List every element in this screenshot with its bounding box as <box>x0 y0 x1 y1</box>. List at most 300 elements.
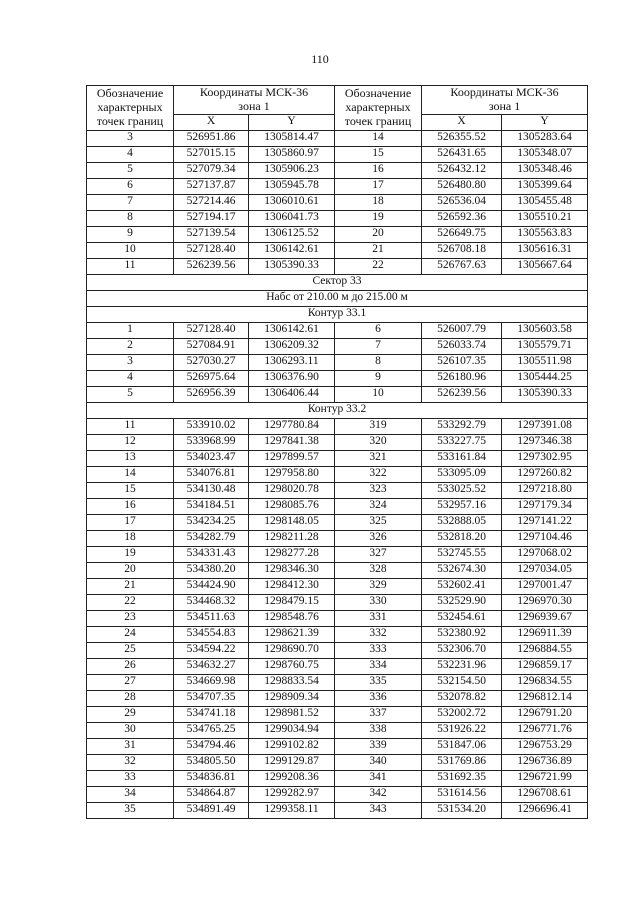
y-coordinate-right: 1296939.67 <box>502 610 588 626</box>
y-coordinate-left: 1298412.30 <box>249 578 335 594</box>
table-row <box>87 754 588 770</box>
point-number-right: 320 <box>335 434 422 450</box>
table-row <box>87 194 588 210</box>
point-number-right: 322 <box>335 466 422 482</box>
x-coordinate-right: 526592.36 <box>422 210 502 226</box>
point-number-left: 5 <box>87 162 174 178</box>
table-row <box>87 434 588 450</box>
y-coordinate-right: 1305616.31 <box>502 242 588 258</box>
x-coordinate-right: 532380.92 <box>422 626 502 642</box>
table-row <box>87 546 588 562</box>
table-row <box>87 146 588 162</box>
point-number-left: 23 <box>87 610 174 626</box>
y-coordinate-right: 1305348.07 <box>502 146 588 162</box>
y-coordinate-right: 1305283.64 <box>502 130 588 146</box>
point-number-right: 321 <box>335 450 422 466</box>
sector-header <box>87 274 588 322</box>
point-number-right: 21 <box>335 242 422 258</box>
y-column-header: Y <box>249 114 335 130</box>
y-column-header: Y <box>502 114 588 130</box>
y-coordinate-left: 1306209.32 <box>249 338 335 354</box>
point-number-right: 22 <box>335 258 422 274</box>
table-row <box>87 786 588 802</box>
y-coordinate-left: 1299208.36 <box>249 770 335 786</box>
point-number-left: 9 <box>87 226 174 242</box>
x-coordinate-right: 532078.82 <box>422 690 502 706</box>
x-coordinate-left: 527194.17 <box>174 210 249 226</box>
point-number-right: 324 <box>335 498 422 514</box>
y-coordinate-right: 1305510.21 <box>502 210 588 226</box>
x-coordinate-right: 526355.52 <box>422 130 502 146</box>
y-coordinate-right: 1296970.30 <box>502 594 588 610</box>
y-coordinate-right: 1305390.33 <box>502 386 588 402</box>
x-coordinate-left: 534805.50 <box>174 754 249 770</box>
y-coordinate-left: 1297841.38 <box>249 434 335 450</box>
block1-body <box>87 130 588 274</box>
y-coordinate-left: 1299282.97 <box>249 786 335 802</box>
x-coordinate-left: 534468.32 <box>174 594 249 610</box>
y-coordinate-left: 1306041.73 <box>249 210 335 226</box>
x-coordinate-left: 534424.90 <box>174 578 249 594</box>
x-coordinate-right: 532154.50 <box>422 674 502 690</box>
x-coordinate-left: 534554.83 <box>174 626 249 642</box>
x-coordinate-right: 532888.05 <box>422 514 502 530</box>
point-number-right: 334 <box>335 658 422 674</box>
point-designation-header-left <box>87 86 174 131</box>
point-label-line: Обозначение <box>96 86 164 101</box>
point-number-left: 32 <box>87 754 174 770</box>
table-row <box>87 338 588 354</box>
table-row <box>87 258 588 274</box>
point-number-right: 331 <box>335 610 422 626</box>
point-number-right: 8 <box>335 354 422 370</box>
y-coordinate-right: 1296791.20 <box>502 706 588 722</box>
x-coordinate-left: 526239.56 <box>174 258 249 274</box>
y-coordinate-right: 1305455.48 <box>502 194 588 210</box>
x-coordinate-left: 534864.87 <box>174 786 249 802</box>
x-coordinate-right: 532529.90 <box>422 594 502 610</box>
x-coordinate-right: 526767.63 <box>422 258 502 274</box>
contour-title: Контур 33.1 <box>87 306 588 322</box>
point-number-right: 343 <box>335 802 422 818</box>
table-row <box>87 210 588 226</box>
point-number-left: 3 <box>87 130 174 146</box>
y-coordinate-right: 1297391.08 <box>502 418 588 434</box>
y-coordinate-left: 1305906.23 <box>249 162 335 178</box>
x-coordinate-right: 532674.30 <box>422 562 502 578</box>
x-coordinate-left: 534836.81 <box>174 770 249 786</box>
coords-zone: зона 1 <box>488 98 521 113</box>
y-coordinate-right: 1297034.05 <box>502 562 588 578</box>
point-number-left: 31 <box>87 738 174 754</box>
x-coordinate-left: 534380.20 <box>174 562 249 578</box>
point-number-right: 15 <box>335 146 422 162</box>
y-coordinate-right: 1305399.64 <box>502 178 588 194</box>
y-coordinate-right: 1305348.46 <box>502 162 588 178</box>
x-coordinate-right: 531926.22 <box>422 722 502 738</box>
table-row <box>87 322 588 338</box>
point-number-left: 7 <box>87 194 174 210</box>
table-row <box>87 466 588 482</box>
y-coordinate-left: 1298211.28 <box>249 530 335 546</box>
x-coordinate-left: 533910.02 <box>174 418 249 434</box>
y-coordinate-left: 1306376.90 <box>249 370 335 386</box>
y-coordinate-right: 1296736.89 <box>502 754 588 770</box>
table-row <box>87 770 588 786</box>
coordinates-header-left <box>174 86 335 115</box>
y-coordinate-right: 1305667.64 <box>502 258 588 274</box>
point-number-right: 340 <box>335 754 422 770</box>
table-row <box>87 610 588 626</box>
point-number-left: 16 <box>87 498 174 514</box>
table-row <box>87 354 588 370</box>
point-number-right: 323 <box>335 482 422 498</box>
point-number-left: 17 <box>87 514 174 530</box>
x-coordinate-left: 534594.22 <box>174 642 249 658</box>
point-number-left: 26 <box>87 658 174 674</box>
x-coordinate-left: 534741.18 <box>174 706 249 722</box>
x-coordinate-right: 526180.96 <box>422 370 502 386</box>
table-row <box>87 626 588 642</box>
x-coordinate-left: 527079.34 <box>174 162 249 178</box>
y-coordinate-left: 1298085.76 <box>249 498 335 514</box>
x-coordinate-left: 534331.43 <box>174 546 249 562</box>
point-number-left: 1 <box>87 322 174 338</box>
point-number-right: 339 <box>335 738 422 754</box>
x-coordinate-left: 527128.40 <box>174 242 249 258</box>
table-row <box>87 578 588 594</box>
y-coordinate-left: 1298346.30 <box>249 562 335 578</box>
sector-subtitle: Набс от 210.00 м до 215.00 м <box>87 290 588 306</box>
table-row <box>87 594 588 610</box>
x-column-header: X <box>422 114 502 130</box>
y-coordinate-left: 1298020.78 <box>249 482 335 498</box>
table-row <box>87 514 588 530</box>
y-coordinate-right: 1297346.38 <box>502 434 588 450</box>
x-coordinate-left: 526975.64 <box>174 370 249 386</box>
point-number-right: 342 <box>335 786 422 802</box>
point-number-left: 4 <box>87 370 174 386</box>
point-number-left: 25 <box>87 642 174 658</box>
y-coordinate-right: 1296812.14 <box>502 690 588 706</box>
x-coordinate-left: 534076.81 <box>174 466 249 482</box>
x-coordinate-right: 533292.79 <box>422 418 502 434</box>
x-coordinate-left: 534023.47 <box>174 450 249 466</box>
y-coordinate-left: 1306142.61 <box>249 242 335 258</box>
table-row <box>87 226 588 242</box>
table-row <box>87 386 588 402</box>
point-number-right: 20 <box>335 226 422 242</box>
point-number-right: 330 <box>335 594 422 610</box>
x-coordinate-right: 526536.04 <box>422 194 502 210</box>
table-row <box>87 674 588 690</box>
y-coordinate-right: 1297218.80 <box>502 482 588 498</box>
x-coordinate-left: 534891.49 <box>174 802 249 818</box>
table-row <box>87 450 588 466</box>
x-coordinate-right: 532306.70 <box>422 642 502 658</box>
y-coordinate-left: 1297780.84 <box>249 418 335 434</box>
point-number-right: 332 <box>335 626 422 642</box>
y-coordinate-right: 1296859.17 <box>502 658 588 674</box>
point-number-left: 14 <box>87 466 174 482</box>
point-number-right: 338 <box>335 722 422 738</box>
x-coordinate-right: 532818.20 <box>422 530 502 546</box>
y-coordinate-right: 1297001.47 <box>502 578 588 594</box>
x-coordinate-left: 527015.15 <box>174 146 249 162</box>
table-row <box>87 690 588 706</box>
table-header <box>87 86 588 131</box>
point-number-left: 19 <box>87 546 174 562</box>
x-coordinate-left: 534511.63 <box>174 610 249 626</box>
y-coordinate-left: 1298909.34 <box>249 690 335 706</box>
y-coordinate-left: 1306142.61 <box>249 322 335 338</box>
point-number-left: 30 <box>87 722 174 738</box>
table-row <box>87 162 588 178</box>
x-coordinate-left: 527214.46 <box>174 194 249 210</box>
x-coordinate-right: 533227.75 <box>422 434 502 450</box>
y-coordinate-left: 1298760.75 <box>249 658 335 674</box>
x-coordinate-right: 526432.12 <box>422 162 502 178</box>
x-coordinate-right: 533095.09 <box>422 466 502 482</box>
table-row <box>87 658 588 674</box>
point-number-left: 4 <box>87 146 174 162</box>
point-number-right: 10 <box>335 386 422 402</box>
y-coordinate-left: 1297899.57 <box>249 450 335 466</box>
y-coordinate-right: 1296708.61 <box>502 786 588 802</box>
x-coordinate-right: 526007.79 <box>422 322 502 338</box>
point-number-left: 6 <box>87 178 174 194</box>
y-coordinate-left: 1299129.87 <box>249 754 335 770</box>
x-coordinate-right: 531692.35 <box>422 770 502 786</box>
y-coordinate-left: 1306406.44 <box>249 386 335 402</box>
point-number-right: 328 <box>335 562 422 578</box>
point-number-left: 22 <box>87 594 174 610</box>
contour2-header <box>87 402 588 418</box>
point-number-left: 35 <box>87 802 174 818</box>
point-number-left: 29 <box>87 706 174 722</box>
x-coordinate-left: 527030.27 <box>174 354 249 370</box>
point-label-line: точек границ <box>96 113 164 128</box>
point-number-right: 17 <box>335 178 422 194</box>
table-row <box>87 130 588 146</box>
point-number-left: 18 <box>87 530 174 546</box>
x-coordinate-left: 534707.35 <box>174 690 249 706</box>
x-coordinate-right: 532957.16 <box>422 498 502 514</box>
x-coordinate-right: 526649.75 <box>422 226 502 242</box>
y-coordinate-right: 1296696.41 <box>502 802 588 818</box>
point-number-right: 336 <box>335 690 422 706</box>
point-number-left: 20 <box>87 562 174 578</box>
y-coordinate-left: 1298690.70 <box>249 642 335 658</box>
y-coordinate-right: 1305444.25 <box>502 370 588 386</box>
x-coordinate-right: 531847.06 <box>422 738 502 754</box>
page-number: 110 <box>311 52 329 66</box>
x-coordinate-left: 534794.46 <box>174 738 249 754</box>
coords-zone: зона 1 <box>238 98 270 113</box>
x-coordinate-right: 532745.55 <box>422 546 502 562</box>
point-number-left: 8 <box>87 210 174 226</box>
contour-title: Контур 33.2 <box>87 402 588 418</box>
y-coordinate-left: 1306010.61 <box>249 194 335 210</box>
y-coordinate-left: 1305814.47 <box>249 130 335 146</box>
x-coordinate-left: 534130.48 <box>174 482 249 498</box>
y-coordinate-right: 1297104.46 <box>502 530 588 546</box>
x-coordinate-right: 531614.56 <box>422 786 502 802</box>
table-row <box>87 722 588 738</box>
x-coordinate-left: 533968.99 <box>174 434 249 450</box>
table-row <box>87 642 588 658</box>
y-coordinate-right: 1297179.34 <box>502 498 588 514</box>
y-coordinate-right: 1297068.02 <box>502 546 588 562</box>
x-coordinate-right: 533161.84 <box>422 450 502 466</box>
x-coordinate-left: 527084.91 <box>174 338 249 354</box>
point-designation-header-right <box>335 86 422 131</box>
point-number-right: 6 <box>335 322 422 338</box>
point-number-right: 19 <box>335 210 422 226</box>
point-number-right: 7 <box>335 338 422 354</box>
point-number-left: 21 <box>87 578 174 594</box>
point-number-left: 24 <box>87 626 174 642</box>
x-coordinate-right: 526107.35 <box>422 354 502 370</box>
x-coordinate-right: 531769.86 <box>422 754 502 770</box>
coordinates-header-right <box>422 86 588 115</box>
table-row <box>87 242 588 258</box>
point-number-left: 11 <box>87 418 174 434</box>
table-row <box>87 530 588 546</box>
y-coordinate-right: 1305579.71 <box>502 338 588 354</box>
x-coordinate-left: 527128.40 <box>174 322 249 338</box>
point-number-left: 11 <box>87 258 174 274</box>
x-coordinate-left: 527139.54 <box>174 226 249 242</box>
y-coordinate-right: 1305563.83 <box>502 226 588 242</box>
contour1-body <box>87 322 588 402</box>
sector-title: Сектор 33 <box>87 274 588 290</box>
point-number-right: 14 <box>335 130 422 146</box>
y-coordinate-right: 1296753.29 <box>502 738 588 754</box>
x-coordinate-right: 526431.65 <box>422 146 502 162</box>
y-coordinate-right: 1296911.39 <box>502 626 588 642</box>
table-row <box>87 370 588 386</box>
x-coordinate-left: 526956.39 <box>174 386 249 402</box>
x-coordinate-right: 531534.20 <box>422 802 502 818</box>
x-coordinate-right: 526708.18 <box>422 242 502 258</box>
x-coordinate-left: 534765.25 <box>174 722 249 738</box>
y-coordinate-left: 1298148.05 <box>249 514 335 530</box>
table-row <box>87 178 588 194</box>
point-number-left: 34 <box>87 786 174 802</box>
point-number-left: 27 <box>87 674 174 690</box>
table-row <box>87 498 588 514</box>
x-coordinate-left: 526951.86 <box>174 130 249 146</box>
point-number-right: 327 <box>335 546 422 562</box>
point-label-line: характерных <box>97 99 163 114</box>
y-coordinate-left: 1299102.82 <box>249 738 335 754</box>
point-number-left: 13 <box>87 450 174 466</box>
point-number-right: 319 <box>335 418 422 434</box>
table-row <box>87 418 588 434</box>
point-label-line: Обозначение <box>344 86 412 101</box>
point-number-left: 2 <box>87 338 174 354</box>
point-number-left: 12 <box>87 434 174 450</box>
y-coordinate-left: 1298548.76 <box>249 610 335 626</box>
y-coordinate-left: 1305945.78 <box>249 178 335 194</box>
y-coordinate-right: 1296834.55 <box>502 674 588 690</box>
x-coordinate-right: 532002.72 <box>422 706 502 722</box>
point-number-left: 3 <box>87 354 174 370</box>
y-coordinate-left: 1298981.52 <box>249 706 335 722</box>
y-coordinate-right: 1305511.98 <box>502 354 588 370</box>
y-coordinate-right: 1297260.82 <box>502 466 588 482</box>
x-coordinate-left: 534282.79 <box>174 530 249 546</box>
y-coordinate-right: 1297302.95 <box>502 450 588 466</box>
y-coordinate-left: 1297958.80 <box>249 466 335 482</box>
y-coordinate-right: 1296771.76 <box>502 722 588 738</box>
point-number-left: 5 <box>87 386 174 402</box>
y-coordinate-right: 1296884.55 <box>502 642 588 658</box>
point-label-line: точек границ <box>344 113 412 128</box>
contour2-body <box>87 418 588 818</box>
table-row <box>87 706 588 722</box>
table-row <box>87 562 588 578</box>
point-number-left: 10 <box>87 242 174 258</box>
table-row <box>87 482 588 498</box>
coords-title: Координаты МСК-36 <box>199 85 309 99</box>
x-coordinate-right: 533025.52 <box>422 482 502 498</box>
point-number-right: 337 <box>335 706 422 722</box>
x-coordinate-left: 534632.27 <box>174 658 249 674</box>
x-coordinate-left: 534234.25 <box>174 514 249 530</box>
point-number-right: 16 <box>335 162 422 178</box>
point-number-left: 28 <box>87 690 174 706</box>
point-number-right: 326 <box>335 530 422 546</box>
x-column-header: X <box>174 114 249 130</box>
x-coordinate-right: 532231.96 <box>422 658 502 674</box>
y-coordinate-right: 1305603.58 <box>502 322 588 338</box>
point-number-left: 33 <box>87 770 174 786</box>
y-coordinate-left: 1298833.54 <box>249 674 335 690</box>
point-number-right: 333 <box>335 642 422 658</box>
point-label-line: характерных <box>345 99 411 114</box>
y-coordinate-left: 1306125.52 <box>249 226 335 242</box>
x-coordinate-left: 534669.98 <box>174 674 249 690</box>
y-coordinate-right: 1296721.99 <box>502 770 588 786</box>
point-number-right: 325 <box>335 514 422 530</box>
point-number-left: 15 <box>87 482 174 498</box>
x-coordinate-right: 526239.56 <box>422 386 502 402</box>
y-coordinate-left: 1305390.33 <box>249 258 335 274</box>
y-coordinate-left: 1298479.15 <box>249 594 335 610</box>
x-coordinate-right: 526033.74 <box>422 338 502 354</box>
x-coordinate-right: 526480.80 <box>422 178 502 194</box>
point-number-right: 341 <box>335 770 422 786</box>
x-coordinate-right: 532602.41 <box>422 578 502 594</box>
table-row <box>87 738 588 754</box>
point-number-right: 9 <box>335 370 422 386</box>
x-coordinate-right: 532454.61 <box>422 610 502 626</box>
y-coordinate-left: 1299358.11 <box>249 802 335 818</box>
table-row <box>87 802 588 818</box>
coords-title: Координаты МСК-36 <box>450 85 559 99</box>
y-coordinate-right: 1297141.22 <box>502 514 588 530</box>
coordinates-table <box>86 85 588 819</box>
x-coordinate-left: 534184.51 <box>174 498 249 514</box>
y-coordinate-left: 1298277.28 <box>249 546 335 562</box>
y-coordinate-left: 1298621.39 <box>249 626 335 642</box>
x-coordinate-left: 527137.87 <box>174 178 249 194</box>
y-coordinate-left: 1299034.94 <box>249 722 335 738</box>
point-number-right: 329 <box>335 578 422 594</box>
point-number-right: 335 <box>335 674 422 690</box>
